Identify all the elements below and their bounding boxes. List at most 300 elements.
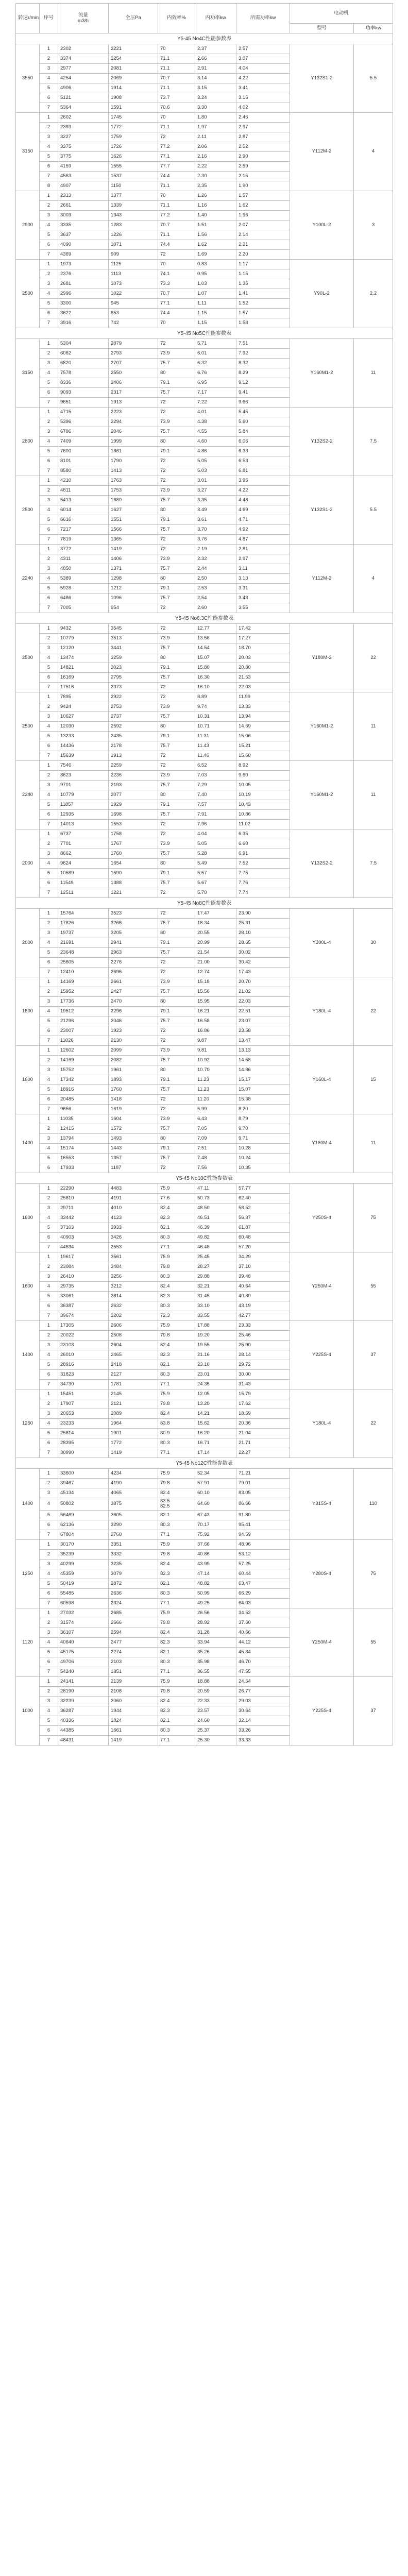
required-power-cell: 20.70	[236, 977, 290, 987]
flow-cell: 20653	[58, 1409, 109, 1419]
efficiency-cell: 75.7	[158, 741, 195, 751]
pressure-cell: 2594	[109, 1628, 158, 1637]
required-power-cell: 23.07	[236, 1016, 290, 1026]
flow-cell: 50419	[58, 1579, 109, 1588]
required-power-cell: 17.27	[236, 634, 290, 643]
flow-cell: 27032	[58, 1608, 109, 1618]
required-power-cell: 10.35	[236, 1163, 290, 1173]
efficiency-cell: 70.7	[158, 74, 195, 83]
internal-power-cell: 6.43	[195, 1114, 236, 1124]
flow-cell: 13794	[58, 1134, 109, 1144]
row-number: 2	[40, 771, 58, 781]
internal-power-cell: 4.01	[195, 408, 236, 417]
row-number: 8	[40, 181, 58, 191]
required-power-cell: 3.55	[236, 603, 290, 613]
speed-cell: 3550	[16, 44, 40, 113]
pressure-cell: 1343	[109, 211, 158, 221]
pressure-cell: 1357	[109, 1154, 158, 1163]
flow-cell: 17342	[58, 1075, 109, 1085]
required-power-cell: 43.19	[236, 1301, 290, 1311]
efficiency-cell: 75.7	[158, 643, 195, 653]
pressure-cell: 853	[109, 309, 158, 318]
flow-cell: 2681	[58, 279, 109, 289]
efficiency-cell: 72	[158, 398, 195, 408]
efficiency-cell: 77.1	[158, 152, 195, 162]
pressure-cell: 1964	[109, 1419, 158, 1429]
efficiency-cell: 79.8	[158, 1331, 195, 1341]
efficiency-cell: 77.1	[158, 1530, 195, 1539]
row-number: 6	[40, 1301, 58, 1311]
motor-power-cell: 4	[354, 113, 393, 191]
required-power-cell: 4.04	[236, 64, 290, 74]
internal-power-cell: 1.03	[195, 279, 236, 289]
efficiency-cell: 75.7	[158, 1154, 195, 1163]
pressure-cell: 2202	[109, 1311, 158, 1321]
speed-cell: 1400	[16, 1114, 40, 1173]
row-number: 7	[40, 1380, 58, 1389]
efficiency-cell: 82.4	[158, 1559, 195, 1569]
efficiency-cell: 77.6	[158, 1194, 195, 1204]
flow-cell: 36287	[58, 1706, 109, 1716]
required-power-cell: 29.72	[236, 1360, 290, 1370]
pressure-cell: 1772	[109, 1438, 158, 1448]
internal-power-cell: 1.69	[195, 250, 236, 260]
internal-power-cell: 7.56	[195, 1163, 236, 1173]
efficiency-cell: 73.9	[158, 634, 195, 643]
flow-cell: 10779	[58, 790, 109, 800]
internal-power-cell: 50.73	[195, 1194, 236, 1204]
efficiency-cell: 75.9	[158, 1469, 195, 1479]
internal-power-cell: 3.01	[195, 476, 236, 486]
pressure-cell: 2130	[109, 1036, 158, 1046]
pressure-cell: 1772	[109, 123, 158, 132]
flow-cell: 22290	[58, 1184, 109, 1194]
pressure-cell: 1096	[109, 594, 158, 603]
efficiency-cell: 82.3	[158, 1569, 195, 1579]
pressure-cell: 1760	[109, 1085, 158, 1095]
required-power-cell: 1.52	[236, 299, 290, 309]
flow-cell: 29711	[58, 1204, 109, 1213]
pressure-cell: 2636	[109, 1588, 158, 1598]
required-power-cell: 18.59	[236, 1409, 290, 1419]
motor-model-cell: Y132S2-2	[290, 408, 354, 476]
row-number: 6	[40, 1095, 58, 1105]
pressure-cell: 1604	[109, 1114, 158, 1124]
efficiency-cell: 75.7	[158, 810, 195, 820]
pressure-cell: 1125	[109, 260, 158, 269]
flow-cell: 2313	[58, 191, 109, 201]
efficiency-cell: 73.9	[158, 417, 195, 427]
pressure-cell: 2108	[109, 1686, 158, 1696]
required-power-cell: 9.60	[236, 771, 290, 781]
efficiency-cell: 79.1	[158, 869, 195, 878]
required-power-cell: 9.41	[236, 388, 290, 398]
internal-power-cell: 9.74	[195, 702, 236, 712]
flow-cell: 56469	[58, 1510, 109, 1520]
efficiency-cell: 72	[158, 683, 195, 692]
internal-power-cell: 48.82	[195, 1579, 236, 1588]
internal-power-cell: 1.62	[195, 240, 236, 250]
required-power-cell: 40.89	[236, 1292, 290, 1301]
internal-power-cell: 60.10	[195, 1488, 236, 1498]
pressure-cell: 1406	[109, 554, 158, 564]
flow-cell: 17516	[58, 683, 109, 692]
pressure-cell: 3290	[109, 1520, 158, 1530]
pressure-cell: 2236	[109, 771, 158, 781]
required-power-cell: 2.20	[236, 250, 290, 260]
internal-power-cell: 21.00	[195, 958, 236, 968]
pressure-cell: 1022	[109, 289, 158, 299]
flow-cell: 6062	[58, 349, 109, 359]
required-power-cell: 2.57	[236, 44, 290, 54]
row-number: 7	[40, 466, 58, 476]
pressure-cell: 1851	[109, 1667, 158, 1676]
pressure-cell: 1365	[109, 535, 158, 545]
required-power-cell: 1.41	[236, 289, 290, 299]
efficiency-cell: 82.4	[158, 1282, 195, 1292]
row-number: 6	[40, 1725, 58, 1735]
flow-cell: 3335	[58, 221, 109, 230]
efficiency-cell: 77.1	[158, 1735, 195, 1745]
pressure-cell: 1443	[109, 1144, 158, 1154]
internal-power-cell: 2.22	[195, 162, 236, 172]
internal-power-cell: 2.37	[195, 44, 236, 54]
required-power-cell: 7.76	[236, 878, 290, 888]
pressure-cell: 1913	[109, 398, 158, 408]
flow-cell: 23084	[58, 1262, 109, 1272]
pressure-cell: 2406	[109, 378, 158, 388]
row-number: 3	[40, 132, 58, 142]
motor-model-cell: Y250M-4	[290, 1252, 354, 1321]
internal-power-cell: 2.91	[195, 64, 236, 74]
internal-power-cell: 14.54	[195, 643, 236, 653]
table-row	[16, 1114, 393, 1124]
efficiency-cell: 72	[158, 339, 195, 349]
pressure-cell: 2465	[109, 1350, 158, 1360]
efficiency-cell: 80.3	[158, 1657, 195, 1667]
internal-power-cell: 3.14	[195, 74, 236, 83]
row-number: 7	[40, 1105, 58, 1114]
efficiency-cell: 75.9	[158, 1389, 195, 1399]
pressure-cell: 2592	[109, 722, 158, 732]
pressure-cell: 3235	[109, 1559, 158, 1569]
efficiency-cell: 77.2	[158, 211, 195, 221]
row-number: 7	[40, 103, 58, 113]
flow-cell: 3775	[58, 152, 109, 162]
row-number: 1	[40, 339, 58, 349]
row-number: 4	[40, 1144, 58, 1154]
performance-sheet	[15, 3, 393, 1745]
efficiency-cell: 74.4	[158, 240, 195, 250]
pressure-cell: 3332	[109, 1549, 158, 1559]
flow-cell: 4159	[58, 162, 109, 172]
motor-model-cell: Y180M-2	[290, 624, 354, 692]
flow-cell: 12030	[58, 722, 109, 732]
row-number: 3	[40, 564, 58, 574]
flow-cell: 9093	[58, 388, 109, 398]
efficiency-cell: 75.9	[158, 1539, 195, 1549]
pressure-cell: 1758	[109, 829, 158, 839]
flow-cell: 3375	[58, 142, 109, 152]
internal-power-cell: 47.14	[195, 1569, 236, 1579]
motor-power-cell: 15	[354, 1046, 393, 1114]
internal-power-cell: 16.71	[195, 1438, 236, 1448]
flow-cell: 26010	[58, 1350, 109, 1360]
pressure-cell: 2696	[109, 968, 158, 977]
pressure-cell: 2193	[109, 781, 158, 790]
section-title: Y5-45 No8C性能参数表	[16, 898, 393, 909]
pressure-cell: 2666	[109, 1618, 158, 1628]
flow-cell: 15451	[58, 1389, 109, 1399]
row-number: 1	[40, 1046, 58, 1056]
internal-power-cell: 4.38	[195, 417, 236, 427]
pressure-cell: 2941	[109, 938, 158, 948]
pressure-cell: 1283	[109, 221, 158, 230]
required-power-cell: 4.71	[236, 515, 290, 525]
row-number: 6	[40, 93, 58, 103]
internal-power-cell: 29.88	[195, 1272, 236, 1282]
flow-cell: 7701	[58, 839, 109, 849]
pressure-cell: 1339	[109, 201, 158, 211]
motor-power-cell: 37	[354, 1321, 393, 1389]
required-power-cell: 13.47	[236, 1036, 290, 1046]
internal-power-cell: 2.44	[195, 564, 236, 574]
required-power-cell: 11.02	[236, 820, 290, 829]
flow-cell: 21691	[58, 938, 109, 948]
row-number: 5	[40, 447, 58, 456]
flow-cell: 21296	[58, 1016, 109, 1026]
flow-cell: 10589	[58, 869, 109, 878]
flow-cell: 7546	[58, 761, 109, 771]
required-power-cell: 21.02	[236, 987, 290, 997]
section-title: Y5-45 No10C性能参数表	[16, 1173, 393, 1184]
internal-power-cell: 33.55	[195, 1311, 236, 1321]
flow-cell: 13474	[58, 653, 109, 663]
required-power-cell: 4.69	[236, 505, 290, 515]
pressure-cell: 2872	[109, 1579, 158, 1588]
efficiency-cell: 79.1	[158, 732, 195, 741]
pressure-cell: 1929	[109, 800, 158, 810]
pressure-cell: 3259	[109, 653, 158, 663]
table-row	[16, 545, 393, 554]
internal-power-cell: 11.31	[195, 732, 236, 741]
pressure-cell: 2223	[109, 408, 158, 417]
internal-power-cell: 7.29	[195, 781, 236, 790]
efficiency-cell: 77.1	[158, 299, 195, 309]
internal-power-cell: 47.11	[195, 1184, 236, 1194]
internal-power-cell: 7.48	[195, 1154, 236, 1163]
internal-power-cell: 1.15	[195, 318, 236, 328]
required-power-cell: 60.48	[236, 1233, 290, 1243]
pressure-cell: 2069	[109, 74, 158, 83]
pressure-cell: 2060	[109, 1696, 158, 1706]
internal-power-cell: 13.20	[195, 1399, 236, 1409]
required-power-cell: 1.15	[236, 269, 290, 279]
flow-cell: 4811	[58, 486, 109, 496]
table-row	[16, 191, 393, 201]
internal-power-cell: 5.05	[195, 839, 236, 849]
flow-cell: 11035	[58, 1114, 109, 1124]
flow-cell: 4715	[58, 408, 109, 417]
pressure-cell: 1767	[109, 839, 158, 849]
pressure-cell: 3256	[109, 1272, 158, 1282]
required-power-cell: 28.65	[236, 938, 290, 948]
efficiency-cell: 79.1	[158, 515, 195, 525]
efficiency-cell: 73.9	[158, 839, 195, 849]
required-power-cell: 1.58	[236, 318, 290, 328]
internal-power-cell: 2.53	[195, 584, 236, 594]
speed-cell: 1250	[16, 1389, 40, 1458]
internal-power-cell: 16.58	[195, 1016, 236, 1026]
pressure-cell: 1654	[109, 859, 158, 869]
internal-power-cell: 2.32	[195, 554, 236, 564]
flow-cell: 10627	[58, 712, 109, 722]
internal-power-cell: 18.88	[195, 1676, 236, 1686]
row-number: 5	[40, 1429, 58, 1438]
pressure-cell: 2553	[109, 1243, 158, 1252]
flow-cell: 1973	[58, 260, 109, 269]
motor-model-cell: Y132S1-2	[290, 44, 354, 113]
flow-cell: 3637	[58, 230, 109, 240]
internal-power-cell: 3.35	[195, 496, 236, 505]
row-number: 3	[40, 1134, 58, 1144]
flow-cell: 15639	[58, 751, 109, 761]
efficiency-cell: 75.7	[158, 1016, 195, 1026]
internal-power-cell: 10.31	[195, 712, 236, 722]
internal-power-cell: 67.43	[195, 1510, 236, 1520]
row-number: 5	[40, 299, 58, 309]
internal-power-cell: 3.70	[195, 525, 236, 535]
row-number: 6	[40, 673, 58, 683]
pressure-cell: 2139	[109, 1676, 158, 1686]
flow-cell: 50802	[58, 1498, 109, 1511]
motor-model-cell: Y160M1-2	[290, 761, 354, 829]
pressure-cell: 3023	[109, 663, 158, 673]
internal-power-cell: 9.87	[195, 1036, 236, 1046]
required-power-cell: 1.62	[236, 201, 290, 211]
table-row	[16, 829, 393, 839]
pressure-cell: 3605	[109, 1510, 158, 1520]
table-row	[16, 761, 393, 771]
internal-power-cell: 24.35	[195, 1380, 236, 1389]
row-number: 6	[40, 594, 58, 603]
pressure-cell: 1759	[109, 132, 158, 142]
row-number: 1	[40, 113, 58, 123]
row-number: 5	[40, 869, 58, 878]
efficiency-cell: 70.7	[158, 289, 195, 299]
required-power-cell: 28.10	[236, 928, 290, 938]
required-power-cell: 33.33	[236, 1735, 290, 1745]
row-number: 6	[40, 1520, 58, 1530]
speed-cell: 1600	[16, 1184, 40, 1252]
efficiency-cell: 80	[158, 997, 195, 1007]
table-row	[16, 339, 393, 349]
efficiency-cell: 72	[158, 1105, 195, 1114]
required-power-cell: 2.59	[236, 162, 290, 172]
flow-cell: 14169	[58, 977, 109, 987]
required-power-cell: 58.52	[236, 1204, 290, 1213]
internal-power-cell: 10.92	[195, 1056, 236, 1065]
pressure-cell: 2254	[109, 54, 158, 64]
internal-power-cell: 28.92	[195, 1618, 236, 1628]
internal-power-cell: 1.80	[195, 113, 236, 123]
row-number: 1	[40, 476, 58, 486]
pressure-cell: 1908	[109, 93, 158, 103]
pressure-cell: 1913	[109, 751, 158, 761]
required-power-cell: 14.69	[236, 722, 290, 732]
internal-power-cell: 5.67	[195, 878, 236, 888]
row-number: 5	[40, 1016, 58, 1026]
pressure-cell: 1566	[109, 525, 158, 535]
speed-cell: 1400	[16, 1321, 40, 1389]
motor-power-cell: 4	[354, 545, 393, 613]
required-power-cell: 14.58	[236, 1056, 290, 1065]
required-power-cell: 3.31	[236, 584, 290, 594]
flow-cell: 30990	[58, 1448, 109, 1458]
efficiency-cell: 73.9	[158, 1046, 195, 1056]
header-flow: 流量 m3/h	[58, 4, 109, 33]
pressure-cell: 2274	[109, 1647, 158, 1657]
row-number: 6	[40, 1588, 58, 1598]
required-power-cell: 47.55	[236, 1667, 290, 1676]
internal-power-cell: 1.16	[195, 201, 236, 211]
efficiency-cell: 82.3	[158, 1213, 195, 1223]
flow-cell: 7600	[58, 447, 109, 456]
required-power-cell: 6.60	[236, 839, 290, 849]
required-power-cell: 17.42	[236, 624, 290, 634]
efficiency-cell: 75.9	[158, 1321, 195, 1331]
internal-power-cell: 12.77	[195, 624, 236, 634]
internal-power-cell: 16.21	[195, 1007, 236, 1016]
flow-cell: 10779	[58, 634, 109, 643]
efficiency-cell: 72	[158, 603, 195, 613]
row-number: 7	[40, 1311, 58, 1321]
row-number: 2	[40, 417, 58, 427]
required-power-cell: 2.90	[236, 152, 290, 162]
pressure-cell: 909	[109, 250, 158, 260]
row-number: 2	[40, 1262, 58, 1272]
row-number: 3	[40, 781, 58, 790]
efficiency-cell: 74.4	[158, 172, 195, 181]
efficiency-cell: 72	[158, 545, 195, 554]
efficiency-cell: 82.1	[158, 1647, 195, 1657]
row-number: 3	[40, 1341, 58, 1350]
row-number: 6	[40, 741, 58, 751]
pressure-cell: 1790	[109, 456, 158, 466]
efficiency-cell: 72	[158, 408, 195, 417]
required-power-cell: 2.52	[236, 142, 290, 152]
internal-power-cell: 5.05	[195, 456, 236, 466]
required-power-cell: 3.15	[236, 93, 290, 103]
flow-cell: 36107	[58, 1628, 109, 1637]
flow-cell: 6486	[58, 594, 109, 603]
efficiency-cell: 75.7	[158, 564, 195, 574]
internal-power-cell: 6.01	[195, 349, 236, 359]
flow-cell: 44385	[58, 1725, 109, 1735]
required-power-cell: 6.33	[236, 447, 290, 456]
pressure-cell: 1377	[109, 191, 158, 201]
row-number: 3	[40, 643, 58, 653]
row-number: 3	[40, 1409, 58, 1419]
flow-cell: 40336	[58, 1716, 109, 1725]
efficiency-cell: 72.3	[158, 1311, 195, 1321]
internal-power-cell: 70.17	[195, 1520, 236, 1530]
efficiency-cell: 75.7	[158, 427, 195, 437]
speed-cell: 2240	[16, 545, 40, 613]
required-power-cell: 20.03	[236, 653, 290, 663]
flow-cell: 11026	[58, 1036, 109, 1046]
efficiency-cell: 75.7	[158, 673, 195, 683]
